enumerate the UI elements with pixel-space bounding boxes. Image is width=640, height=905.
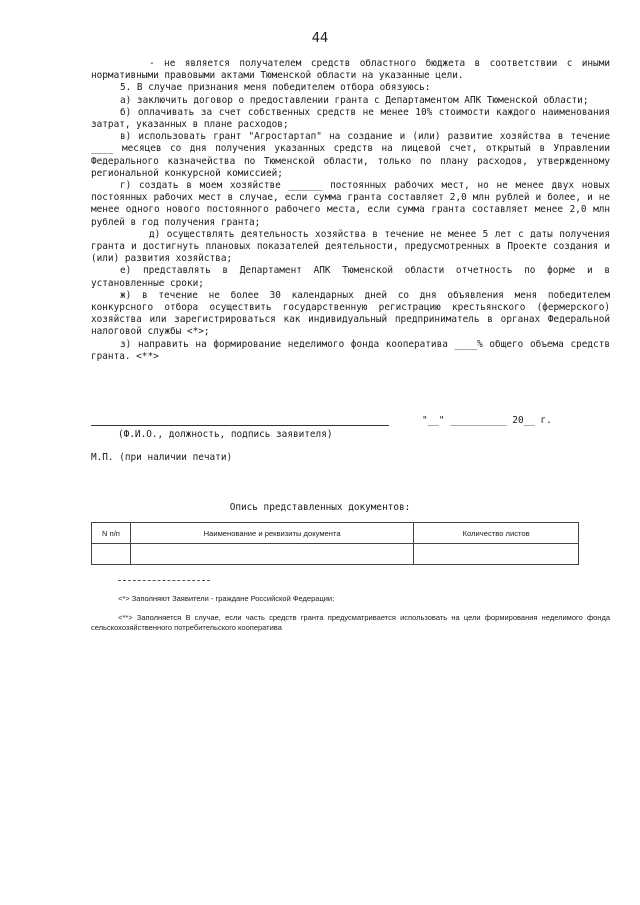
- column-header-document: Наименование и реквизиты документа: [130, 523, 413, 544]
- table-row: [92, 544, 579, 565]
- stamp-note: М.П. (при наличии печати): [91, 452, 233, 463]
- footnote-1: <*> Заполняют Заявители - граждане Российской Федерации;: [118, 594, 335, 603]
- footnote-separator: [118, 580, 210, 581]
- paragraph-obligation-g: г) создать в моем хозяйстве ______ постоянных рабочих мест, но не менее двух новых постоянных рабочих мест в случае, если сумма гранта составляет 2,0 млн рублей и более, и не менее одного нового постоянного рабочего места, если сумма гранта составляет менее 2,0 млн рублей в год получения гранта;: [91, 180, 610, 228]
- document-list-title: Опись представленных документов:: [229, 502, 411, 513]
- signature-date: "__" __________ 20__ г.: [422, 415, 552, 426]
- paragraph-obligations-intro: 5. В случае признания меня победителем отбора обязуюсь:: [120, 82, 431, 94]
- table-cell: [130, 544, 413, 565]
- document-list-table: [91, 522, 579, 565]
- paragraph-obligation-zh: ж) в течение не более 30 календарных дней со дня объявления меня победителем конкурсного отбора осуществить государственную регистрацию крестьянского (фермерского) хозяйства или зарегистрироваться как индивидуальный предприниматель в органах Федеральной налоговой службы <*>;: [91, 289, 610, 338]
- signature-caption: (Ф.И.О., должность, подпись заявителя): [118, 429, 333, 440]
- signature-row: [91, 415, 610, 429]
- paragraph-obligation-a: а) заключить договор о предоставлении гранта с Департаментом АПК Тюменской области;: [120, 94, 589, 106]
- application-body: [91, 58, 610, 363]
- column-header-sheets: Количество листов: [414, 523, 579, 544]
- table-cell: [414, 544, 579, 565]
- table-header-row: [92, 523, 579, 544]
- paragraph-obligation-e: е) представлять в Департамент АПК Тюменской области отчетность по форме и в установленные сроки;: [91, 265, 610, 289]
- paragraph-obligation-b: б) оплачивать за счет собственных средств не менее 10% стоимости каждого наименования затрат, указанных в плане расходов;: [91, 106, 610, 131]
- table-cell: [92, 544, 131, 565]
- paragraph-obligation-d: д) осуществлять деятельность хозяйства в течение не менее 5 лет с даты получения гранта и достигнуть плановых показателей деятельности, предусмотренных в Проекте создания и (или) развития хозяйства;: [91, 228, 610, 265]
- footnote-2: <**> Заполняется В случае, если часть средств гранта предусматривается использовать на цели формирования неделимого фонда сельскохозяйственного потребительского кооператива: [91, 613, 610, 632]
- paragraph-obligation-v: в) использовать грант "Агростартап" на создание и (или) развитие хозяйства в течение ____ месяцев со дня получения указанных средств на лицевой счет, открытый в Управлении Федерального казначейства по Тюменской области, только по плану расходов, утвержденному региональной конкурсной комиссией;: [91, 131, 610, 179]
- page-number: 44: [311, 31, 329, 46]
- paragraph-obligation-z: з) направить на формирование неделимого фонда кооператива ____% общего объема средств гранта. <**>: [91, 338, 610, 362]
- signature-line: [91, 425, 389, 426]
- paragraph-not-recipient: - не является получателем средств областного бюджета в соответствии с иными нормативными правовыми актами Тюменской области на указанные цели.: [91, 58, 610, 82]
- column-header-number: N п/п: [92, 523, 131, 544]
